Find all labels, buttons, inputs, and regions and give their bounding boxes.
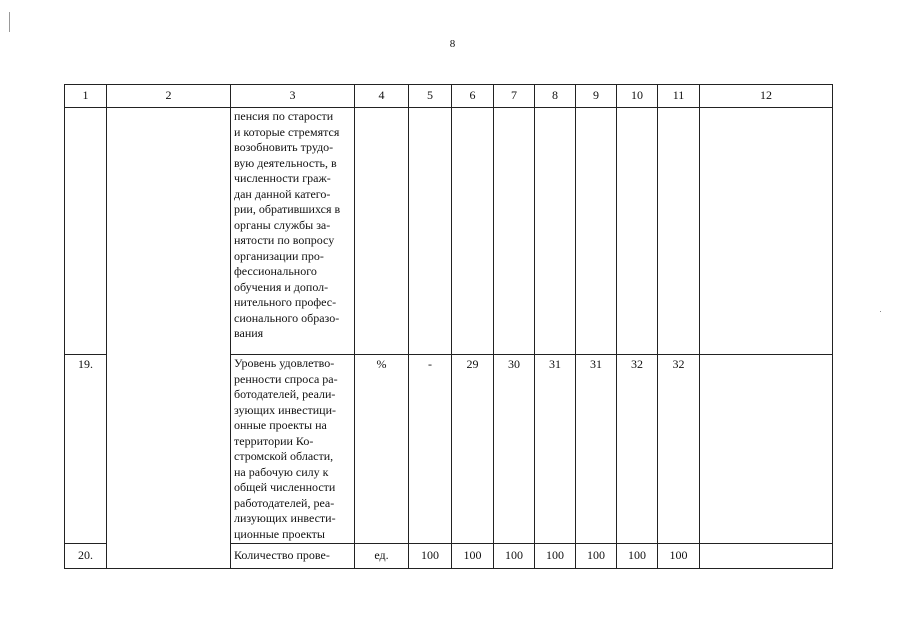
indicator-description: Количество прове- [231,544,355,569]
header-cell: 6 [452,85,494,108]
table-header-row [65,85,833,108]
value-cell: 100 [658,544,700,569]
unit-cell: ед. [355,544,409,569]
note-cell [700,108,833,355]
header-cell: 10 [617,85,658,108]
note-cell [700,355,833,544]
header-cell: 2 [107,85,231,108]
row-number-cell: 19. [65,355,107,544]
group-cell [107,108,231,569]
header-cell: 5 [409,85,452,108]
value-cell: 100 [576,544,617,569]
indicator-description: пенсия по старости и которые стремятся возобновить трудо- вую деятельность, в численности граж- дан данной катего- рии, обратившихся в органы службы за- нятости по вопросу организации про- фессионального обучения и допол- нительного профес- сионального образо- вания [231,108,355,355]
header-cell: 7 [494,85,535,108]
unit-cell [355,108,409,355]
value-cell [452,108,494,355]
value-cell: 100 [452,544,494,569]
indicator-description: Уровень удовлетво- ренности спроса ра- ботодателей, реали- зующих инвестици- онные проекты на территории Ко- стромской области, на рабочую силу к общей численности работодателей, реа- лизующих инвести- ционные проекты [231,355,355,544]
table-row-continued [65,108,833,355]
value-cell: - [409,355,452,544]
unit-cell: % [355,355,409,544]
header-cell: 3 [231,85,355,108]
page-number: 8 [449,38,456,50]
value-cell [576,108,617,355]
row-number-cell [65,108,107,355]
indicator-table [64,84,833,569]
value-cell: 100 [535,544,576,569]
value-cell: 100 [494,544,535,569]
value-cell [535,108,576,355]
value-cell: 32 [617,355,658,544]
value-cell: 32 [658,355,700,544]
scan-speck [880,311,881,312]
value-cell: 29 [452,355,494,544]
value-cell [494,108,535,355]
value-cell [617,108,658,355]
value-cell: 31 [576,355,617,544]
value-cell: 100 [409,544,452,569]
scan-edge-mark [9,12,10,32]
value-cell [409,108,452,355]
value-cell: 30 [494,355,535,544]
value-cell: 31 [535,355,576,544]
note-cell [700,544,833,569]
value-cell [658,108,700,355]
header-cell: 1 [65,85,107,108]
header-cell: 9 [576,85,617,108]
header-cell: 4 [355,85,409,108]
row-number-cell: 20. [65,544,107,569]
header-cell: 11 [658,85,700,108]
header-cell: 8 [535,85,576,108]
header-cell: 12 [700,85,833,108]
value-cell: 100 [617,544,658,569]
